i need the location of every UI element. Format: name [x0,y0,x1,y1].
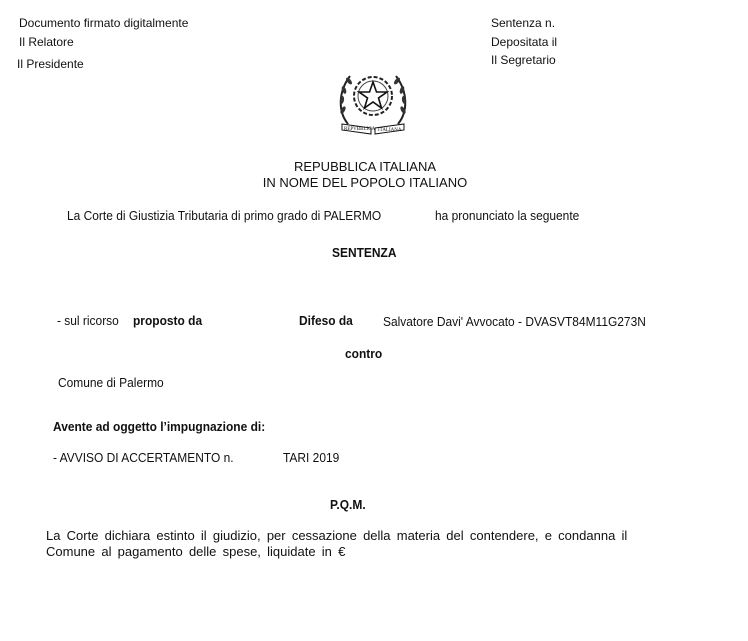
segretario-label: Il Segretario [491,53,556,67]
subject-heading: Avente ad oggetto l’impugnazione di: [53,419,266,434]
defended-by-label: Difeso da [299,313,353,328]
defender-name: Salvatore Davi' Avvocato - DVASVT84M11G273N [383,314,646,329]
svg-text:REPVBBLICA: REPVBBLICA [344,127,376,132]
appeal-prefix: - sul ricorso [57,313,119,328]
respondent-name: Comune di Palermo [58,375,164,390]
court-name: La Corte di Giustizia Tributaria di primo grado di PALERMO [67,208,382,223]
svg-text:ITALIANA: ITALIANA [378,128,402,133]
republic-title: REPUBBLICA ITALIANA [293,159,437,174]
signed-digitally-label: Documento firmato digitalmente [19,16,189,30]
deposit-date-label: Depositata il [491,35,558,49]
proposed-by-label: proposto da [133,313,203,328]
subject-item: - AVVISO DI ACCERTAMENTO n. [53,450,234,465]
ruling-line-1: La Corte dichiara estinto il giudizio, per cessazione della materia del contendere, e condanna il [46,528,628,543]
italian-republic-emblem-icon [334,62,412,138]
sentenza-heading: SENTENZA [332,245,397,260]
people-title: IN NOME DEL POPOLO ITALIANO [262,175,468,190]
subject-tax: TARI 2019 [283,450,340,465]
sentenza-number-label: Sentenza n. [491,16,556,30]
contro-heading: contro [345,346,383,361]
relatore-label: Il Relatore [19,35,74,49]
presidente-label: Il Presidente [17,57,84,71]
court-pronounced: ha pronunciato la seguente [435,208,580,223]
ruling-line-2: Comune al pagamento delle spese, liquidate in € [46,544,346,559]
pqm-heading: P.Q.M. [330,497,366,512]
